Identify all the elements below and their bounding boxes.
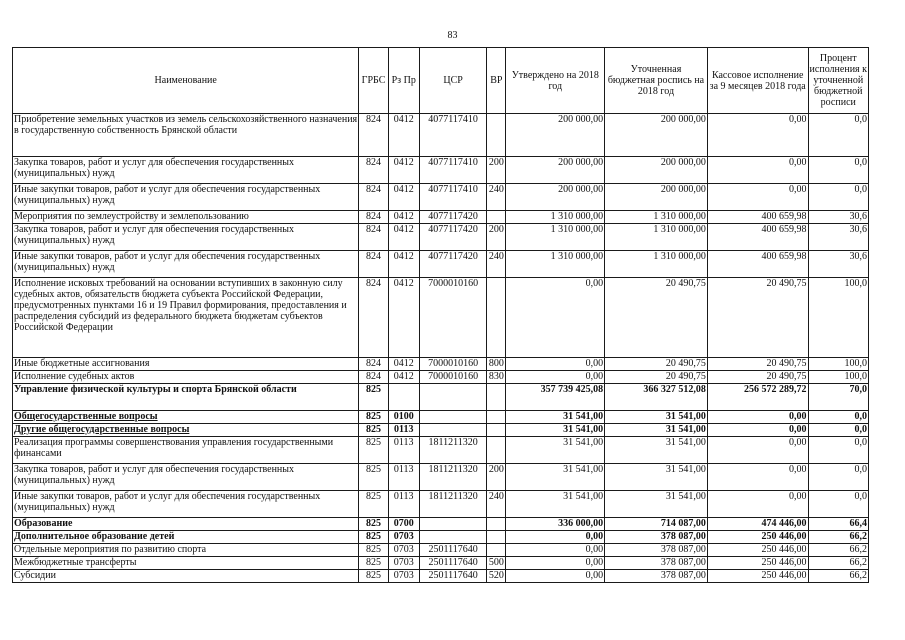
cell-cash: 250 446,00	[707, 531, 808, 544]
cell-rzpr: 0100	[388, 411, 419, 424]
cell-rzpr: 0412	[388, 371, 419, 384]
cell-cash: 400 659,98	[707, 211, 808, 224]
cell-rzpr: 0703	[388, 531, 419, 544]
cell-grbs: 825	[359, 518, 388, 531]
cell-approved: 200 000,00	[506, 114, 605, 157]
table-row	[13, 224, 869, 251]
cell-approved: 0,00	[506, 531, 605, 544]
cell-csr	[419, 411, 486, 424]
cell-rzpr: 0412	[388, 278, 419, 358]
cell-refined: 200 000,00	[605, 157, 708, 184]
cell-vr	[487, 518, 506, 531]
cell-approved: 0,00	[506, 557, 605, 570]
cell-name: Субсидии	[13, 570, 359, 583]
cell-name: Иные закупки товаров, работ и услуг для обеспечения государственных (муниципальных) нужд	[13, 184, 359, 211]
cell-percent: 0,0	[808, 157, 868, 184]
cell-percent: 0,0	[808, 424, 868, 437]
cell-rzpr: 0412	[388, 251, 419, 278]
cell-refined: 378 087,00	[605, 544, 708, 557]
cell-csr: 1811211320	[419, 491, 486, 518]
cell-name: Закупка товаров, работ и услуг для обеспечения государственных (муниципальных) нужд	[13, 464, 359, 491]
cell-vr: 240	[487, 491, 506, 518]
cell-percent: 0,0	[808, 464, 868, 491]
table-row	[13, 371, 869, 384]
cell-refined: 20 490,75	[605, 358, 708, 371]
cell-rzpr	[388, 384, 419, 411]
cell-cash: 20 490,75	[707, 358, 808, 371]
cell-percent: 66,2	[808, 570, 868, 583]
cell-rzpr: 0412	[388, 211, 419, 224]
cell-cash: 0,00	[707, 184, 808, 211]
cell-name: Иные закупки товаров, работ и услуг для обеспечения государственных (муниципальных) нужд	[13, 491, 359, 518]
cell-percent: 70,0	[808, 384, 868, 411]
cell-vr	[487, 384, 506, 411]
cell-grbs: 825	[359, 544, 388, 557]
table-row	[13, 251, 869, 278]
cell-csr	[419, 424, 486, 437]
cell-vr: 500	[487, 557, 506, 570]
cell-name: Иные бюджетные ассигнования	[13, 358, 359, 371]
cell-percent: 100,0	[808, 371, 868, 384]
cell-grbs: 825	[359, 384, 388, 411]
cell-approved: 1 310 000,00	[506, 251, 605, 278]
cell-percent: 30,6	[808, 224, 868, 251]
cell-csr: 4077117410	[419, 157, 486, 184]
cell-name: Реализация программы совершенствования управления государственными финансами	[13, 437, 359, 464]
cell-percent: 30,6	[808, 211, 868, 224]
cell-refined: 31 541,00	[605, 464, 708, 491]
cell-cash: 400 659,98	[707, 224, 808, 251]
cell-cash: 20 490,75	[707, 371, 808, 384]
cell-vr	[487, 424, 506, 437]
cell-cash: 250 446,00	[707, 570, 808, 583]
cell-csr	[419, 518, 486, 531]
cell-csr	[419, 531, 486, 544]
cell-csr: 4077117410	[419, 114, 486, 157]
cell-vr: 830	[487, 371, 506, 384]
cell-csr: 1811211320	[419, 464, 486, 491]
cell-percent: 66,2	[808, 544, 868, 557]
cell-csr: 2501117640	[419, 544, 486, 557]
table-header-row	[13, 48, 869, 114]
cell-cash: 474 446,00	[707, 518, 808, 531]
cell-vr	[487, 114, 506, 157]
page-number: 83	[447, 30, 458, 41]
cell-rzpr: 0113	[388, 424, 419, 437]
header-name: Наименование	[13, 48, 359, 114]
cell-percent: 0,0	[808, 114, 868, 157]
cell-percent: 0,0	[808, 491, 868, 518]
cell-csr: 4077117420	[419, 251, 486, 278]
cell-approved: 1 310 000,00	[506, 211, 605, 224]
cell-refined: 31 541,00	[605, 411, 708, 424]
header-grbs: ГРБС	[359, 48, 388, 114]
cell-vr	[487, 531, 506, 544]
cell-cash: 0,00	[707, 424, 808, 437]
cell-vr	[487, 211, 506, 224]
cell-approved: 31 541,00	[506, 424, 605, 437]
cell-grbs: 824	[359, 211, 388, 224]
cell-percent: 0,0	[808, 411, 868, 424]
cell-grbs: 825	[359, 491, 388, 518]
budget-table	[12, 47, 869, 583]
table-row	[13, 411, 869, 424]
cell-csr: 4077117420	[419, 211, 486, 224]
cell-refined: 200 000,00	[605, 114, 708, 157]
cell-percent: 0,0	[808, 437, 868, 464]
cell-rzpr: 0412	[388, 114, 419, 157]
cell-rzpr: 0412	[388, 224, 419, 251]
cell-csr: 7000010160	[419, 278, 486, 358]
cell-name: Дополнительное образование детей	[13, 531, 359, 544]
cell-approved: 0,00	[506, 544, 605, 557]
cell-name: Другие общегосударственные вопросы	[13, 424, 359, 437]
cell-cash: 0,00	[707, 411, 808, 424]
cell-csr: 2501117640	[419, 557, 486, 570]
cell-grbs: 825	[359, 464, 388, 491]
cell-cash: 0,00	[707, 114, 808, 157]
cell-percent: 30,6	[808, 251, 868, 278]
cell-refined: 31 541,00	[605, 437, 708, 464]
cell-cash: 0,00	[707, 491, 808, 518]
cell-approved: 336 000,00	[506, 518, 605, 531]
cell-approved: 31 541,00	[506, 491, 605, 518]
cell-refined: 31 541,00	[605, 424, 708, 437]
cell-rzpr: 0412	[388, 157, 419, 184]
header-vr: ВР	[487, 48, 506, 114]
cell-refined: 714 087,00	[605, 518, 708, 531]
cell-cash: 250 446,00	[707, 557, 808, 570]
table-row	[13, 518, 869, 531]
cell-vr: 800	[487, 358, 506, 371]
header-percent: Процент исполнения к уточненной бюджетной росписи	[808, 48, 868, 114]
cell-grbs: 825	[359, 411, 388, 424]
cell-rzpr: 0113	[388, 437, 419, 464]
cell-percent: 66,4	[808, 518, 868, 531]
table-row	[13, 464, 869, 491]
cell-vr	[487, 411, 506, 424]
cell-csr: 2501117640	[419, 570, 486, 583]
cell-vr	[487, 437, 506, 464]
header-rzpr: Рз Пр	[388, 48, 419, 114]
cell-vr: 240	[487, 184, 506, 211]
cell-vr	[487, 544, 506, 557]
cell-rzpr: 0703	[388, 544, 419, 557]
cell-rzpr: 0412	[388, 358, 419, 371]
table-row	[13, 278, 869, 358]
cell-approved: 0,00	[506, 570, 605, 583]
cell-approved: 1 310 000,00	[506, 224, 605, 251]
cell-vr: 200	[487, 157, 506, 184]
cell-refined: 1 310 000,00	[605, 211, 708, 224]
table-row	[13, 384, 869, 411]
header-cash: Кассовое исполнение за 9 месяцев 2018 года	[707, 48, 808, 114]
cell-approved: 31 541,00	[506, 411, 605, 424]
cell-name: Отдельные мероприятия по развитию спорта	[13, 544, 359, 557]
table-row	[13, 544, 869, 557]
table-row	[13, 424, 869, 437]
cell-csr: 4077117410	[419, 184, 486, 211]
cell-refined: 378 087,00	[605, 570, 708, 583]
cell-name: Общегосударственные вопросы	[13, 411, 359, 424]
table-row	[13, 570, 869, 583]
cell-approved: 357 739 425,08	[506, 384, 605, 411]
cell-grbs: 824	[359, 251, 388, 278]
cell-rzpr: 0113	[388, 464, 419, 491]
cell-percent: 100,0	[808, 358, 868, 371]
cell-name: Межбюджетные трансферты	[13, 557, 359, 570]
cell-refined: 1 310 000,00	[605, 251, 708, 278]
cell-percent: 66,2	[808, 557, 868, 570]
cell-name: Закупка товаров, работ и услуг для обеспечения государственных (муниципальных) нужд	[13, 157, 359, 184]
cell-approved: 0,00	[506, 358, 605, 371]
cell-vr	[487, 278, 506, 358]
cell-approved: 0,00	[506, 371, 605, 384]
cell-grbs: 825	[359, 531, 388, 544]
header-approved: Утверждено на 2018 год	[506, 48, 605, 114]
table-row	[13, 184, 869, 211]
cell-rzpr: 0412	[388, 184, 419, 211]
cell-name: Приобретение земельных участков из земель сельскохозяйственного назначения в государственную собственность Брянской области	[13, 114, 359, 157]
cell-cash: 400 659,98	[707, 251, 808, 278]
cell-name: Исполнение судебных актов	[13, 371, 359, 384]
cell-approved: 31 541,00	[506, 464, 605, 491]
cell-cash: 20 490,75	[707, 278, 808, 358]
cell-name: Мероприятия по землеустройству и землепользованию	[13, 211, 359, 224]
cell-refined: 200 000,00	[605, 184, 708, 211]
cell-vr: 520	[487, 570, 506, 583]
cell-approved: 200 000,00	[506, 157, 605, 184]
cell-grbs: 824	[359, 371, 388, 384]
cell-percent: 0,0	[808, 184, 868, 211]
cell-cash: 250 446,00	[707, 544, 808, 557]
cell-csr: 7000010160	[419, 371, 486, 384]
cell-grbs: 824	[359, 184, 388, 211]
cell-grbs: 824	[359, 278, 388, 358]
cell-grbs: 824	[359, 114, 388, 157]
cell-name: Управление физической культуры и спорта Брянской области	[13, 384, 359, 411]
cell-csr: 1811211320	[419, 437, 486, 464]
cell-cash: 0,00	[707, 157, 808, 184]
cell-refined: 1 310 000,00	[605, 224, 708, 251]
cell-csr	[419, 384, 486, 411]
cell-refined: 31 541,00	[605, 491, 708, 518]
cell-cash: 0,00	[707, 437, 808, 464]
table-row	[13, 557, 869, 570]
cell-grbs: 825	[359, 424, 388, 437]
cell-rzpr: 0703	[388, 570, 419, 583]
cell-cash: 0,00	[707, 464, 808, 491]
cell-name: Образование	[13, 518, 359, 531]
cell-grbs: 825	[359, 557, 388, 570]
cell-approved: 200 000,00	[506, 184, 605, 211]
table-row	[13, 531, 869, 544]
cell-approved: 0,00	[506, 278, 605, 358]
cell-vr: 200	[487, 464, 506, 491]
table-row	[13, 157, 869, 184]
cell-vr: 240	[487, 251, 506, 278]
cell-rzpr: 0703	[388, 557, 419, 570]
cell-grbs: 824	[359, 157, 388, 184]
cell-csr: 7000010160	[419, 358, 486, 371]
cell-grbs: 824	[359, 224, 388, 251]
cell-cash: 256 572 289,72	[707, 384, 808, 411]
cell-name: Исполнение исковых требований на основании вступивших в законную силу судебных актов, обязательств бюджета субъекта Российской Федерации, предусмотренных пунктами 16 и 19 Правил формирования, предоставления и распределения субсидий из федерального бюджета бюджетам субъектов Российской Федерации	[13, 278, 359, 358]
cell-grbs: 825	[359, 570, 388, 583]
header-refined: Уточненная бюджетная роспись на 2018 год	[605, 48, 708, 114]
cell-refined: 366 327 512,08	[605, 384, 708, 411]
cell-rzpr: 0113	[388, 491, 419, 518]
cell-name: Закупка товаров, работ и услуг для обеспечения государственных (муниципальных) нужд	[13, 224, 359, 251]
table-row	[13, 211, 869, 224]
cell-grbs: 825	[359, 437, 388, 464]
cell-refined: 20 490,75	[605, 278, 708, 358]
cell-csr: 4077117420	[419, 224, 486, 251]
table-row	[13, 437, 869, 464]
cell-refined: 378 087,00	[605, 557, 708, 570]
cell-refined: 378 087,00	[605, 531, 708, 544]
cell-name: Иные закупки товаров, работ и услуг для обеспечения государственных (муниципальных) нужд	[13, 251, 359, 278]
cell-grbs: 824	[359, 358, 388, 371]
cell-refined: 20 490,75	[605, 371, 708, 384]
cell-percent: 66,2	[808, 531, 868, 544]
header-csr: ЦСР	[419, 48, 486, 114]
cell-percent: 100,0	[808, 278, 868, 358]
table-row	[13, 114, 869, 157]
cell-rzpr: 0700	[388, 518, 419, 531]
cell-approved: 31 541,00	[506, 437, 605, 464]
table-row	[13, 358, 869, 371]
cell-vr: 200	[487, 224, 506, 251]
table-row	[13, 491, 869, 518]
